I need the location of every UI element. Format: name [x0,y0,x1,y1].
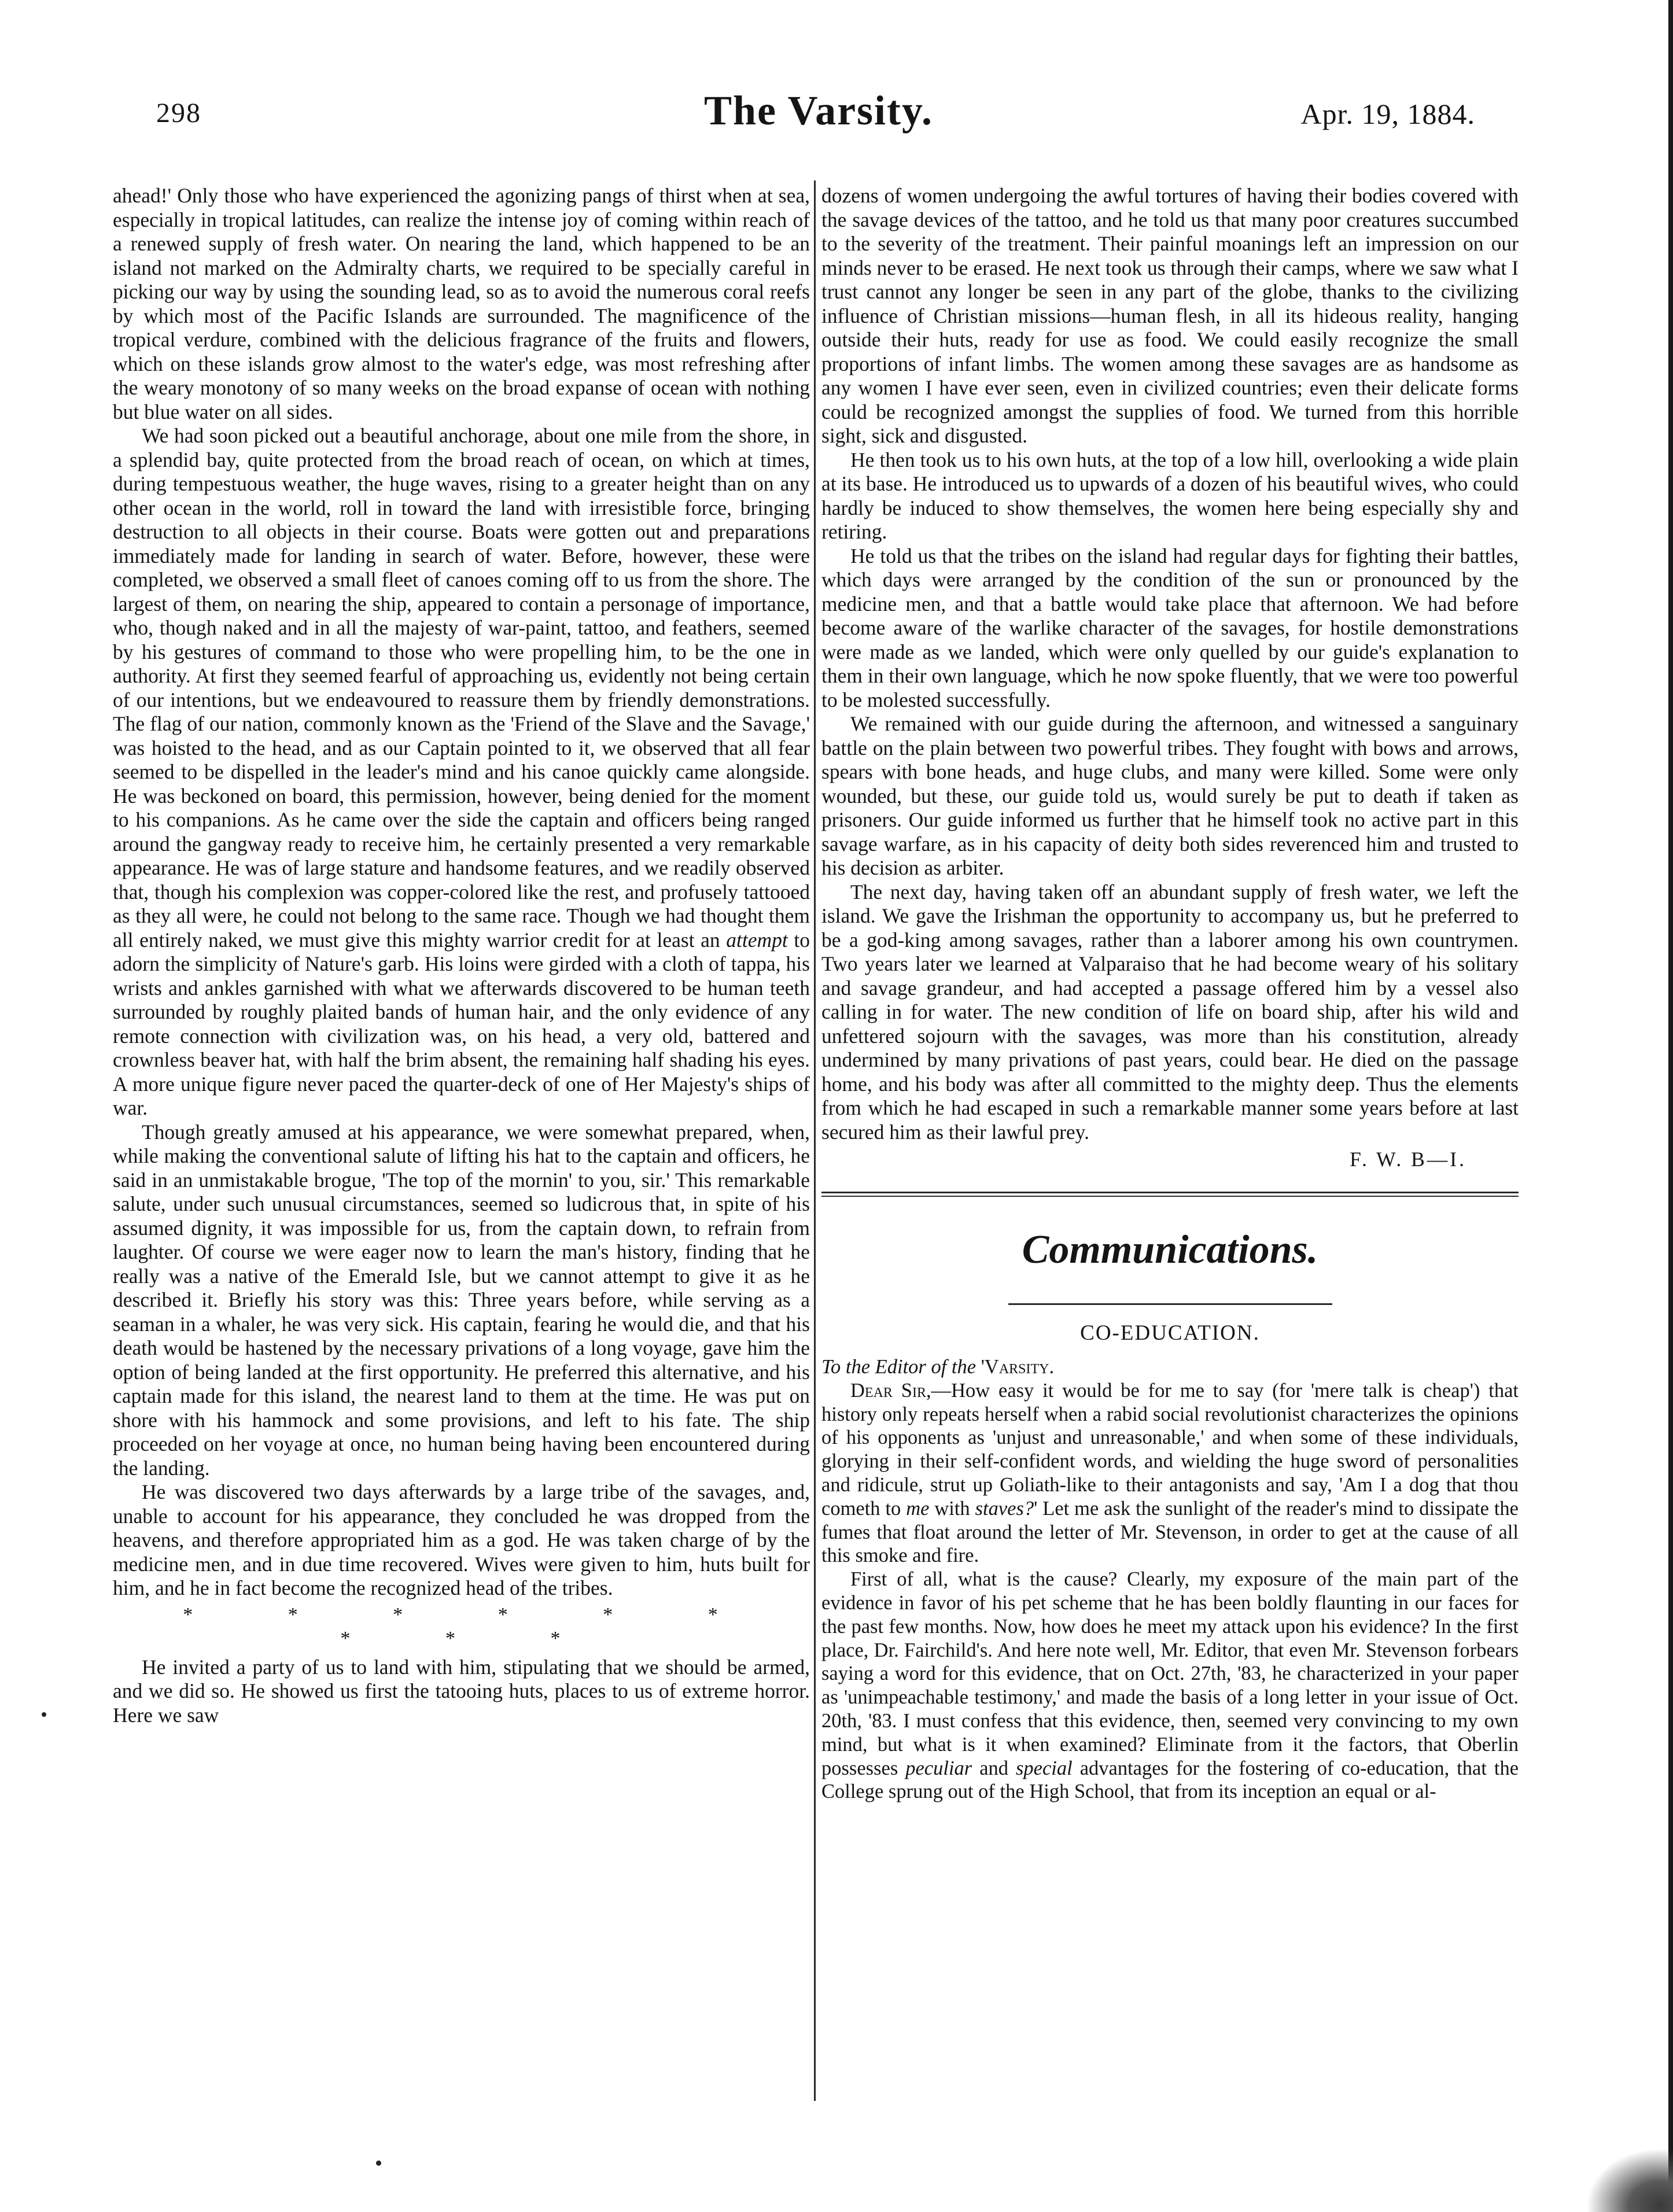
issue-date: Apr. 19, 1884. [1300,98,1475,130]
emphasis-text: special [1015,1757,1073,1779]
paragraph [113,424,810,1120]
paragraph-text: We had soon picked out a beautiful anchorage, about one mile from the shore, in a splendid bay, quite protected from the broad reach of ocean, on which at times, during tempestuous weather, the huge waves, rising to a greater height than on any other ocean in the world, roll in toward the land with irresistible force, bringing destruction to all objects in their course. Boats were gotten out and preparations immediately made for landing in search of water. Before, however, these were completed, we observed a small fleet of canoes coming off to us from the shore. The largest of them, on nearing the ship, appeared to contain a personage of importance, who, though naked and in all the majesty of war-paint, tattoo, and feathers, seemed by his gestures of command to those who were propelling him, to be the one in authority. At first they seemed fearful of approaching us, evidently not being certain of our intentions, but we endeavoured to reassure them by friendly demonstrations. The flag of our nation, commonly known as the 'Friend of the Slave and the Savage,' was hoisted to the head, and as our Captain pointed to it, we observed that all fear seemed to be dispelled in the leader's mind and his canoe quickly came alongside. He was beckoned on board, this permission, however, being denied for the moment to his companions. As he came over the side the captain and officers being ranged around the gangway ready to receive him, he certainly presented a very remarkable appearance. He was of large stature and handsome features, and we readily observed that, though his complexion was copper-colored like the rest, and profusely tattooed as they all were, he could not belong to the same race. Though we had thought them all entirely naked, we must give this mighty warrior credit for at least an [113,424,810,952]
paragraph-text: and [979,1757,1009,1779]
paragraph: dozens of women undergoing the awful tortures of having their bodies covered with the savage devices of the tattoo, and he told us that many poor creatures succumbed to the severity of the treatment. Their painful moanings left an impression on our minds never to be erased. He next took us through their camps, where we saw what I trust cannot any longer be seen in any part of the globe, thanks to the civilizing influence of Christian missions—human flesh, in all its hideous reality, hanging outside their huts, ready for use as food. We could easily recognize the small proportions of infant limbs. The women among these savages are as handsome as any women I have ever seen, even in civilized countries; even their delicate forms could be recognized amongst the supplies of food. We turned from this horrible sight, sick and disgusted. [821,184,1519,447]
paragraph: He invited a party of us to land with him, stipulating that we should be armed, and we did so. He showed us first the tatooing huts, places to us of extreme horror. Here we saw [113,1655,810,1727]
ink-speck [42,1712,46,1717]
paragraph-text: —How easy it would be for me to say (for 'mere talk is cheap') that history only repeats herself when a rabid social revolutionist characterizes the opinions of his opponents as 'unjust and unreasonable,' and when some of these individuals, glorying in their self-confident words, and wielding the huge sword of personalities and ridicule, strut up Goliath-like to their antagonists and say, 'Am I a dog that thou cometh to [821,1379,1519,1520]
section-break-stars: * * * * * * * * * [183,1603,763,1649]
paragraph: Though greatly amused at his appearance, we were somewhat prepared, when, while making the conventional salute of lifting his hat to the captain and officers, he said in an unmistakable brogue, 'The top of the mornin' to you, sir.' This remarkable salute, under such unusual circumstances, seemed so ludicrous that, in spite of his assumed dignity, it was impossible for us, from the captain down, to refrain from laughter. Of course we were eager now to learn the man's history, finding that he really was a native of the Emerald Isle, but we cannot attempt to give it as he described it. Briefly his story was this: Three years before, while serving as a seaman in a whaler, he was very sick. His captain, fearing he would die, and that his death would be hastened by the necessary privations of a long voyage, gave him the option of being landed at the first opportunity. He preferred this alternative, and his captain made for this island, the nearest land to them at the time. He was put on shore with his hammock and some provisions, and left to his fate. The ship proceeded on her voyage at once, no human being having been encountered during the landing. [113,1120,810,1480]
emphasis-text: peculiar [905,1757,972,1779]
emphasis-text: attempt [726,928,788,952]
paragraph: The next day, having taken off an abundant supply of fresh water, we left the island. We gave the Irishman the opportunity to accompany us, but he preferred to be a god-king among savages, rather than a laborer among his own countrymen. Two years later we learned at Valparaiso that he had become weary of his solitary and savage grandeur, and had accepted a passage offered him by a vessel also calling in for water. The new condition of life on board ship, after his wild and unfettered sojourn with the savages, was more than his constitution, already undermined by many privations of past years, could bear. He died on the passage home, and his body was after all committed to the mighty deep. Thus the elements from which he had escaped in such a remarkable manner some years before at last secured him as their lawful prey. [821,880,1519,1144]
page-edge-shadow [1668,0,1673,2212]
page-number: 298 [156,98,201,128]
masthead-title: The Varsity. [703,87,934,134]
emphasis-text: staves? [975,1497,1034,1520]
paragraph-text: First of all, what is the cause? Clearly, my exposure of the main part of the evidence in favor of his pet scheme that he has been boldly flaunting in our faces for the past few months. Now, how does he meet my attack upon his evidence? In the first place, Dr. Fairchild's. And here note well, Mr. Editor, that even Mr. Stevenson forbears saying a word for this evidence, that on Oct. 27th, '83, he characterized in your paper as 'unimpeachable testimony,' and made the basis of a long letter in your issue of Oct. 20th, '83. I must confess that this evidence, then, seemed very convincing to my own mind, but what is it when examined? Eliminate from it the factors, that Oberlin possesses [821,1568,1519,1779]
letter-body [821,1355,1519,1804]
page-corner-smudge [1586,2148,1673,2212]
paragraph: We remained with our guide during the afternoon, and witnessed a sanguinary battle on the plain between two powerful tribes. They fought with bows and arrows, spears with bone heads, and huge clubs, and many were killed. Some were only wounded, but these, our guide told us, would surely be put to death if taken as prisoners. Our guide informed us further that he himself took no active part in this savage warfare, as in his capacity of deity both sides reverenced him and trusted to his decision as arbiter. [821,712,1519,879]
article-title: CO-EDUCATION. [1080,1321,1260,1345]
paragraph-text: with [934,1497,970,1520]
heading-rule [1008,1303,1332,1305]
publication-name: 'Varsity. [981,1356,1055,1378]
page-header [156,87,1481,156]
letter-greeting: Dear Sir, [850,1379,931,1402]
ink-speck [376,2161,381,2166]
paragraph [821,1379,1519,1568]
paragraph: He told us that the tribes on the island had regular days for fighting their battles, which days were arranged by the condition of the sun or pronounced by the medicine men, and that a battle would take place that afternoon. We had before become aware of the warlike character of the savages, for hostile demonstrations were made as we landed, which were only quelled by our guide's explanation to them in their own language, which he now spoke fluently, that we were too powerful to be molested successfully. [821,544,1519,711]
paragraph-text: to adorn the simplicity of Nature's garb. His loins were girded with a cloth of tappa, his wrists and ankles garnished with what we afterwards discovered to be human teeth surrounded by roughly plaited bands of human hair, and the only evidence of any remote connection with civilization was, on his head, a very old, battered and crownless beaver hat, with half the brim absent, the remaining half shading his eyes. A more unique figure never paced the quarter-deck of one of Her Majesty's ships of war. [113,928,810,1119]
paragraph: He was discovered two days afterwards by a large tribe of the savages, and, unable to account for his appearance, they concluded he was dropped from the heavens, and therefore appropriated him as a god. He was taken charge of by the medicine men, and in due time recovered. Wives were given to him, huts built for him, and he in fact become the recognized head of the tribes. [113,1480,810,1599]
paragraph: ahead!' Only those who have experienced the agonizing pangs of thirst when at sea, especially in tropical latitudes, can realize the intense joy of coming within reach of a renewed supply of fresh water. On nearing the land, which happened to be an island not marked on the Admiralty charts, we required to be specially careful in picking our way by using the sounding lead, so as to avoid the numerous coral reefs by which most of the Pacific Islands are surrounded. The magnificence of the tropical verdure, combined with the delicious fragrance of the fruits and flowers, which on these islands grow almost to the water's edge, was most refreshing after the weary monotony of so many weeks on the broad expanse of ocean with nothing but blue water on all sides. [113,184,810,423]
double-rule [821,1192,1519,1193]
emphasis-text: me [906,1497,930,1520]
left-column [113,184,810,1727]
author-signature: F. W. B—I. [1350,1148,1466,1171]
paragraph [821,1568,1519,1804]
paragraph: He then took us to his own huts, at the top of a low hill, overlooking a wide plain at its base. He introduced us to upwards of a dozen of his beautiful wives, who could hardly be induced to show themselves, the women here being especially shy and retiring. [821,448,1519,543]
right-column [821,184,1519,1804]
section-heading: Communications. [1022,1227,1318,1272]
column-divider [814,180,816,2101]
letter-salutation [821,1355,1519,1379]
paragraph-text: advantages for the fostering of co-education, that the College sprung out of the High School, that from its inception an equal or al- [821,1757,1519,1803]
salutation-text: To the Editor of the [821,1356,976,1378]
paragraph-text: ' Let me ask the sunlight of the reader's mind to dissipate the fumes that float around the letter of Mr. Stevenson, in order to get at the cause of all this smoke and fire. [821,1497,1519,1567]
double-rule [821,1196,1519,1197]
